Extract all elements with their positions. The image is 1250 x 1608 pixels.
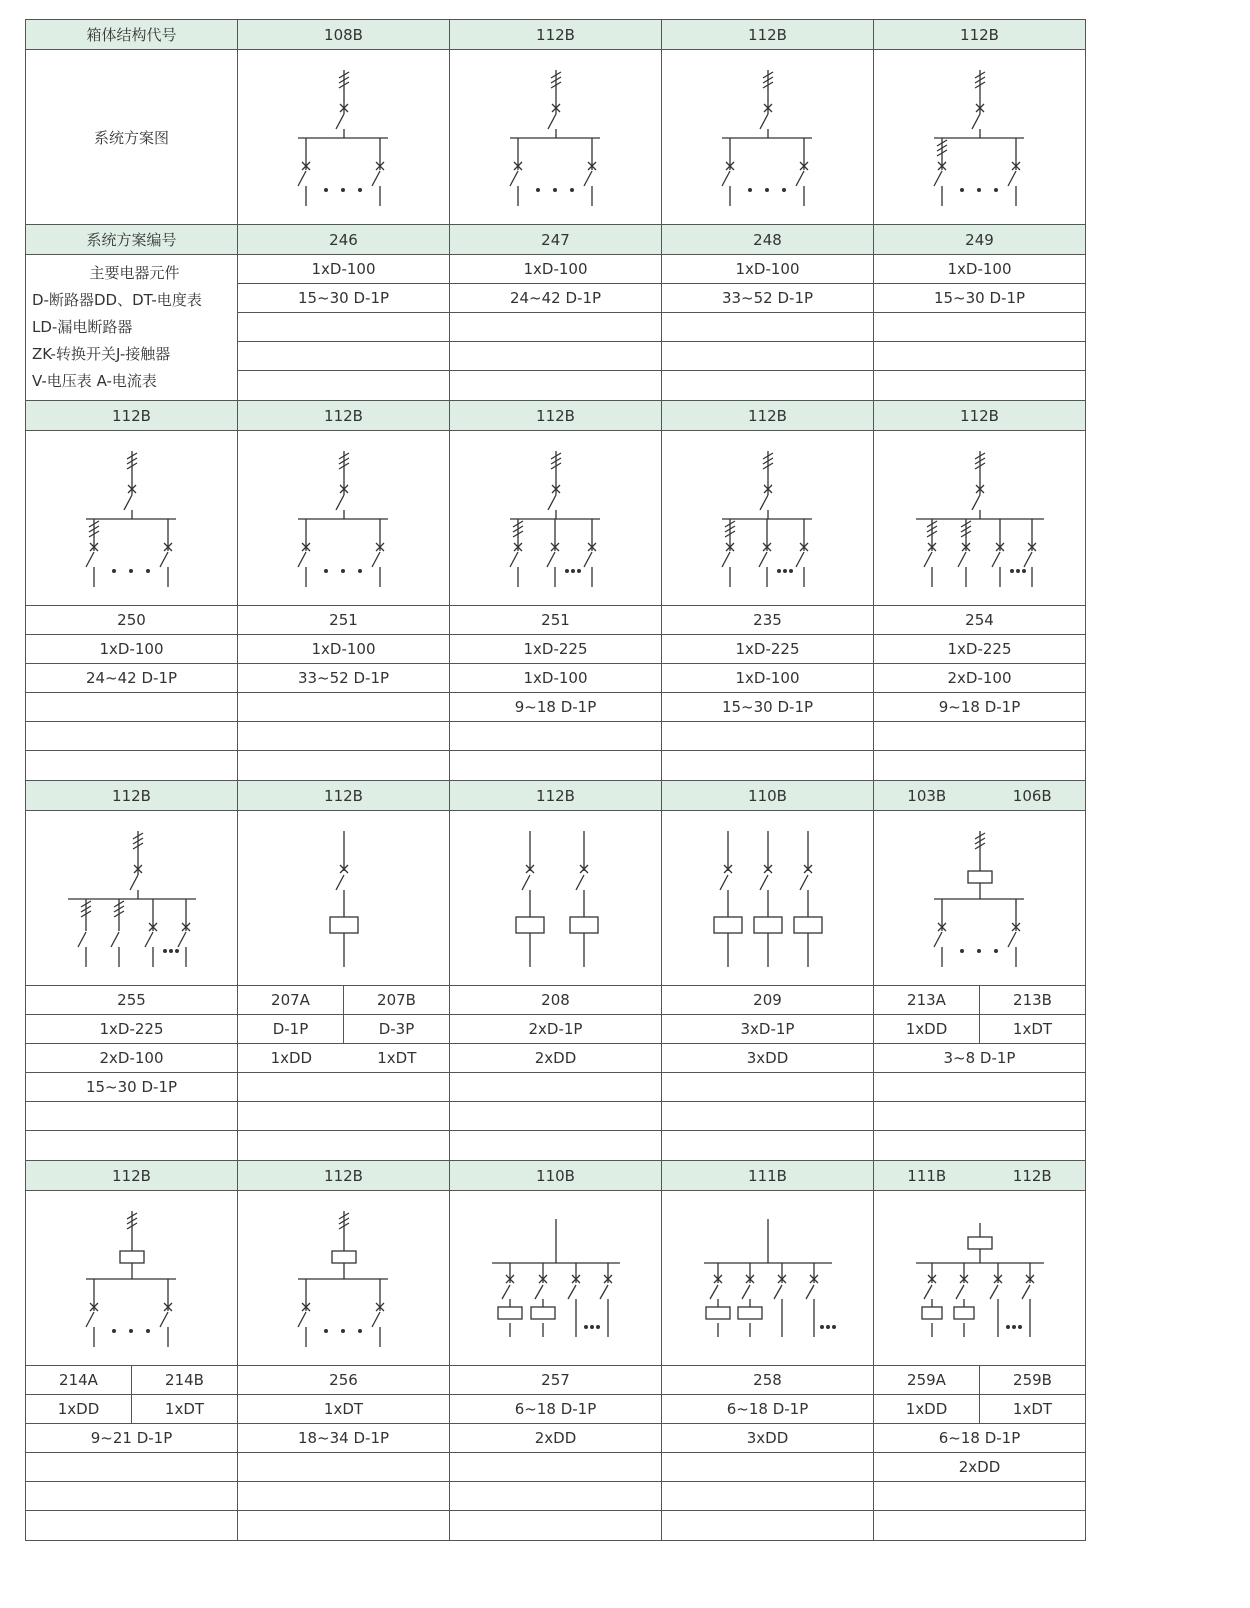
scheme-number-a: 259A [873,1365,980,1395]
component-cell: 9~21 D-1P [25,1423,238,1453]
component-cell: 9~18 D-1P [449,692,662,722]
scheme-diagram-248 [661,49,874,225]
empty-cell [237,341,450,371]
component-cell: 2xDD [449,1043,662,1073]
empty-cell [237,1072,450,1102]
empty-cell [237,1452,450,1482]
scheme-number-b: 207B [343,985,450,1015]
component-cell: 1xD-100 [661,254,874,284]
component-cell: 15~30 D-1P [25,1072,238,1102]
scheme-diagram-235 [661,430,874,606]
empty-cell [25,1130,238,1161]
component-cell: 1xD-100 [449,663,662,693]
box-code-b: 106B [1012,786,1052,805]
component-cell: 18~34 D-1P [237,1423,450,1453]
empty-cell [873,1481,1086,1511]
scheme-number: 254 [873,605,1086,635]
scheme-diagram-256 [237,1190,450,1366]
box-code: 112B [237,780,450,811]
scheme-number: 208 [449,985,662,1015]
empty-cell [449,370,662,401]
box-code: 112B [661,19,874,50]
empty-cell [237,692,450,722]
empty-cell [873,750,1086,781]
component-cell: 15~30 D-1P [873,283,1086,313]
empty-cell [237,750,450,781]
meter-b: 1xDT [979,1394,1086,1424]
scheme-number: 257 [449,1365,662,1395]
box-code: 112B [449,400,662,431]
scheme-number-b: 214B [131,1365,238,1395]
empty-cell [449,721,662,751]
empty-cell [449,1481,662,1511]
scheme-number-b: 213B [979,985,1086,1015]
box-code: 112B [449,19,662,50]
meter-a: 1xDD [270,1049,313,1067]
empty-cell [449,1101,662,1131]
box-code-a: 111B [907,1166,947,1185]
box-code: 111B [661,1160,874,1191]
component-cell-b: D-3P [343,1014,450,1044]
box-code: 112B [25,780,238,811]
empty-cell [661,721,874,751]
scheme-diagram-208 [449,810,662,986]
empty-cell [661,312,874,342]
component-cell: 6~18 D-1P [873,1423,1086,1453]
empty-cell [449,1130,662,1161]
scheme-number: 258 [661,1365,874,1395]
component-cell: 1xD-100 [873,254,1086,284]
empty-cell [661,1481,874,1511]
component-cell: 33~52 D-1P [237,663,450,693]
scheme-number: 247 [449,224,662,255]
box-code: 110B [449,1160,662,1191]
scheme-diagram-254 [873,430,1086,606]
component-cell: 1xD-225 [873,634,1086,664]
component-cell-a: D-1P [237,1014,344,1044]
empty-cell [237,1481,450,1511]
distribution-box-scheme-table [25,19,1115,1592]
scheme-number: 209 [661,985,874,1015]
empty-cell [25,1510,238,1541]
scheme-number: 248 [661,224,874,255]
component-cell: 3xDD [661,1043,874,1073]
component-cell: 1xD-100 [25,634,238,664]
meter-b: 1xDT [979,1014,1086,1044]
component-cell: 1xD-225 [661,634,874,664]
component-cell: 2xDD [449,1423,662,1453]
empty-cell [449,1072,662,1102]
empty-cell [873,1510,1086,1541]
scheme-number: 251 [449,605,662,635]
empty-cell [237,1510,450,1541]
empty-cell [25,721,238,751]
component-cell: 24~42 D-1P [449,283,662,313]
component-cell: 1xD-100 [237,254,450,284]
scheme-diagram-214 [25,1190,238,1366]
component-legend [25,254,238,401]
component-cell: 15~30 D-1P [237,283,450,313]
empty-cell [25,1101,238,1131]
box-code: 112B [873,19,1086,50]
scheme-diagram-258 [661,1190,874,1366]
empty-cell [449,750,662,781]
scheme-number-a: 207A [237,985,344,1015]
scheme-number-a: 214A [25,1365,132,1395]
box-code: 112B [449,780,662,811]
meter-b: 1xDT [377,1049,417,1067]
empty-cell [661,1510,874,1541]
scheme-number: 256 [237,1365,450,1395]
empty-cell [25,1452,238,1482]
empty-cell [237,370,450,401]
meter-a: 1xDD [873,1394,980,1424]
legend-title: 主要电器元件 [89,264,180,282]
component-cell: 6~18 D-1P [661,1394,874,1424]
empty-cell [873,312,1086,342]
box-code-pair [873,1160,1086,1191]
empty-cell [25,692,238,722]
empty-cell [449,312,662,342]
scheme-diagram-213 [873,810,1086,986]
scheme-diagram-246 [237,49,450,225]
scheme-number: 251 [237,605,450,635]
scheme-diagram-247 [449,49,662,225]
scheme-number-a: 213A [873,985,980,1015]
component-cell: 24~42 D-1P [25,663,238,693]
box-code: 112B [237,1160,450,1191]
empty-cell [449,1452,662,1482]
scheme-number: 246 [237,224,450,255]
scheme-diagram-209 [661,810,874,986]
scheme-diagram-255 [25,810,238,986]
empty-cell [873,370,1086,401]
scheme-diagram-251-b [449,430,662,606]
empty-cell [661,750,874,781]
component-cell: 6~18 D-1P [449,1394,662,1424]
component-cell: 1xDT [237,1394,450,1424]
meter-b: 1xDT [131,1394,238,1424]
scheme-number: 255 [25,985,238,1015]
box-code-label: 箱体结构代号 [25,19,238,50]
empty-cell [237,1130,450,1161]
component-cell: 33~52 D-1P [661,283,874,313]
box-code-pair [873,780,1086,811]
scheme-number: 250 [25,605,238,635]
component-cell: 1xD-225 [449,634,662,664]
empty-cell [237,721,450,751]
empty-cell [873,1101,1086,1131]
component-cell: 1xD-100 [237,634,450,664]
empty-cell [873,341,1086,371]
empty-cell [661,370,874,401]
scheme-diagram-249 [873,49,1086,225]
empty-cell [873,721,1086,751]
empty-cell [661,1101,874,1131]
component-cell: 2xDD [873,1452,1086,1482]
box-code: 112B [25,400,238,431]
component-cell: 1xD-100 [661,663,874,693]
empty-cell [449,1510,662,1541]
box-code: 112B [25,1160,238,1191]
legend-line: V-电压表 A-电流表 [32,372,157,390]
component-cell: 1xD-100 [449,254,662,284]
legend-line: LD-漏电断路器 [32,318,133,336]
legend-line: ZK-转换开关J-接触器 [32,345,171,363]
box-code: 110B [661,780,874,811]
empty-cell [661,1130,874,1161]
meter-a: 1xDD [25,1394,132,1424]
meter-a: 1xDD [873,1014,980,1044]
box-code: 112B [661,400,874,431]
component-cell: 3xD-1P [661,1014,874,1044]
meter-pair [237,1043,450,1073]
scheme-number: 249 [873,224,1086,255]
legend-line: D-断路器DD、DT-电度表 [32,291,202,309]
box-code: 112B [873,400,1086,431]
scheme-number: 235 [661,605,874,635]
component-cell: 3~8 D-1P [873,1043,1086,1073]
empty-cell [25,1481,238,1511]
component-cell: 3xDD [661,1423,874,1453]
empty-cell [237,1101,450,1131]
scheme-diagram-257 [449,1190,662,1366]
empty-cell [661,1072,874,1102]
component-cell: 9~18 D-1P [873,692,1086,722]
empty-cell [237,312,450,342]
empty-cell [449,341,662,371]
box-code: 108B [237,19,450,50]
empty-cell [661,341,874,371]
component-cell: 1xD-225 [25,1014,238,1044]
box-code: 112B [237,400,450,431]
component-cell: 15~30 D-1P [661,692,874,722]
empty-cell [873,1130,1086,1161]
component-cell: 2xD-100 [25,1043,238,1073]
scheme-diagram-label: 系统方案图 [25,49,238,225]
scheme-number-b: 259B [979,1365,1086,1395]
empty-cell [873,1072,1086,1102]
empty-cell [661,1452,874,1482]
box-code-b: 112B [1012,1166,1052,1185]
box-code-a: 103B [907,786,947,805]
scheme-diagram-207 [237,810,450,986]
component-cell: 2xD-1P [449,1014,662,1044]
component-cell: 2xD-100 [873,663,1086,693]
scheme-diagram-251 [237,430,450,606]
scheme-diagram-259 [873,1190,1086,1366]
scheme-number-label: 系统方案编号 [25,224,238,255]
empty-cell [25,750,238,781]
scheme-diagram-250 [25,430,238,606]
